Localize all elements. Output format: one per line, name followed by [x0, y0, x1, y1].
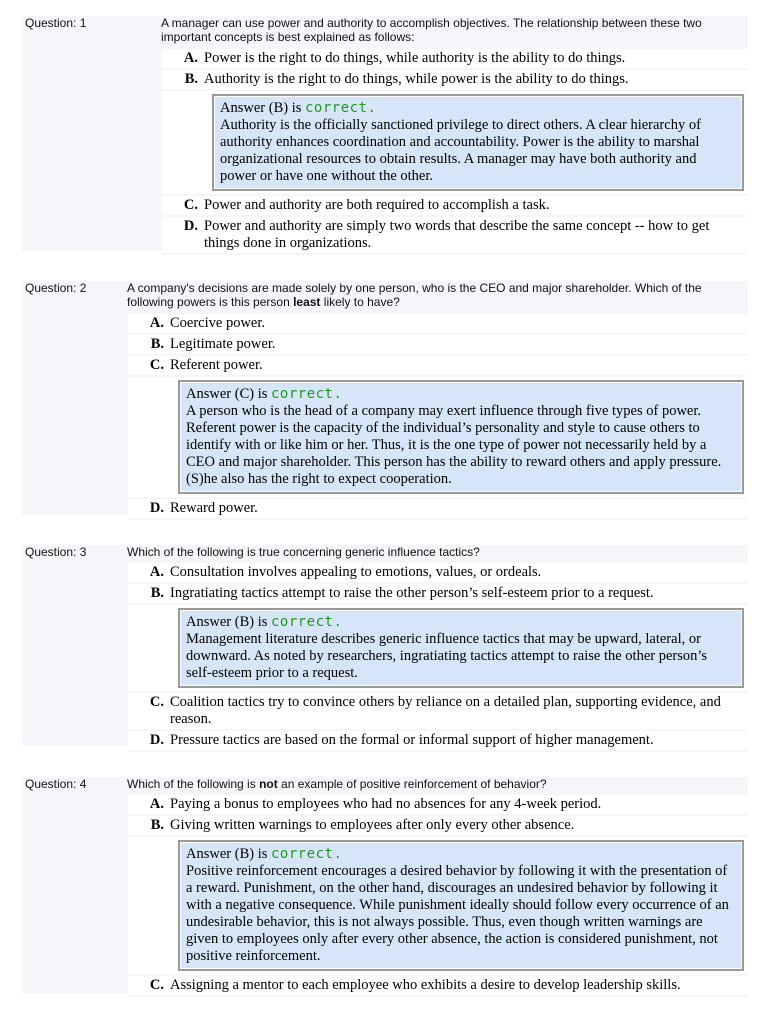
- answer-feedback: Answer (B) is correct. Authority is the officially sanctioned privilege to direct others. A clear hierarchy of authority enhances coordination and accountability. Power is the ability to marshal organizational resources to obtain results. A manager may have both authority and power or have one without the other.: [212, 94, 744, 191]
- question-3: [22, 545, 748, 746]
- answer-explanation: Authority is the officially sanctioned privilege to direct others. A clear hierarchy of authority enhances coordination and accountability. Power is the ability to marshal organizational resources to obtain results. A manager may have both authority and power or have one without the other.: [220, 117, 701, 184]
- option-letter: A.: [149, 564, 164, 580]
- option-c[interactable]: [128, 976, 748, 997]
- answer-prefix: Answer: [220, 100, 266, 116]
- option-text: Power and authority are both required to accomplish a task.: [204, 197, 550, 213]
- option-text: Assigning a mentor to each employee who exhibits a desire to develop leadership skills.: [170, 977, 681, 993]
- option-a[interactable]: [162, 49, 748, 70]
- option-c[interactable]: [162, 196, 748, 217]
- option-text: Coalition tactics try to convince others by reliance on a detailed plan, supporting evidence, and reason.: [170, 694, 721, 727]
- option-b[interactable]: [162, 70, 748, 91]
- option-text: Power and authority are simply two words that describe the same concept -- how to get things done in organizations.: [204, 218, 710, 251]
- answer-prefix: Answer: [186, 614, 232, 630]
- option-letter: D.: [183, 218, 198, 234]
- option-c[interactable]: [128, 693, 748, 731]
- option-letter: B.: [150, 817, 164, 833]
- option-text: Consultation involves appealing to emotions, values, or ordeals.: [170, 564, 542, 580]
- correct-status: correct: [270, 386, 334, 402]
- option-text: Pressure tactics are based on the formal or informal support of higher management.: [170, 732, 654, 748]
- option-text: Paying a bonus to employees who had no absences for any 4-week period.: [170, 796, 602, 812]
- answer-explanation: Positive reinforcement encourages a desired behavior by following it with the presentation of a reward. Punishment, on the other hand, discourages an undesired behavior by following it with a negative consequence. While punishment ideally should follow every occurrence of an undesirable behavior, this is not always possible. Thus, even though written warnings are given to employees only after every other absence, the action is considered punishment, not positive reinforcement.: [186, 863, 729, 964]
- answer-choice: (C) is: [234, 386, 268, 402]
- option-a[interactable]: [128, 563, 748, 584]
- answer-explanation: Management literature describes generic influence tactics that may be upward, lateral, or downward. As noted by researchers, ingratiating tactics attempt to raise the other person’s self-esteem prior to a request.: [186, 631, 708, 681]
- option-a[interactable]: [128, 314, 748, 335]
- option-letter: A.: [183, 50, 198, 66]
- option-letter: D.: [149, 500, 164, 516]
- answer-row: [128, 837, 748, 976]
- answer-choice: (B) is: [268, 100, 302, 116]
- option-text: Referent power.: [170, 357, 263, 373]
- question-label: Question: 2: [25, 281, 87, 295]
- option-letter: D.: [149, 732, 164, 748]
- option-text: Coercive power.: [170, 315, 266, 331]
- option-text: Authority is the right to do things, while power is the ability to do things.: [204, 71, 629, 87]
- question-stem: Which of the following is not an example of positive reinforcement of behavior?: [127, 777, 547, 791]
- option-d[interactable]: [162, 217, 748, 255]
- option-letter: B.: [150, 585, 164, 601]
- option-text: Power is the right to do things, while authority is the ability to do things.: [204, 50, 626, 66]
- option-d[interactable]: [128, 731, 748, 752]
- option-letter: C.: [149, 694, 164, 710]
- question-2: [22, 281, 748, 515]
- correct-status: correct: [270, 846, 334, 862]
- question-label: Question: 3: [25, 545, 87, 559]
- question-4: [22, 777, 748, 993]
- option-b[interactable]: [128, 584, 748, 605]
- answer-feedback: Answer (B) is correct. Management literature describes generic influence tactics that may be upward, lateral, or downward. As noted by researchers, ingratiating tactics attempt to raise the other person’s self-esteem prior to a request.: [178, 608, 744, 688]
- answer-row: [128, 377, 748, 499]
- option-letter: B.: [184, 71, 198, 87]
- answer-explanation: A person who is the head of a company may exert influence through five types of power. Referent power is the capacity of the individual’s personality and style to cause others to identify with or like him or her. Thus, it is the one type of power not necessarily held by a CEO and major shareholder. This person has the ability to reward others and apply pressure. (S)he also has the right to expect cooperation.: [186, 403, 722, 487]
- option-a[interactable]: [128, 795, 748, 816]
- options-list: [128, 795, 748, 997]
- question-label: Question: 1: [25, 16, 87, 30]
- option-letter: C.: [149, 977, 164, 993]
- answer-choice: (B) is: [234, 614, 268, 630]
- answer-prefix: Answer: [186, 386, 232, 402]
- option-b[interactable]: [128, 816, 748, 837]
- answer-row: [162, 91, 748, 196]
- option-text: Giving written warnings to employees after only every other absence.: [170, 817, 575, 833]
- question-stem: A manager can use power and authority to accomplish objectives. The relationship between these two important concepts is best explained as follows:: [161, 16, 702, 44]
- answer-feedback: Answer (B) is correct. Positive reinforcement encourages a desired behavior by following it with the presentation of a reward. Punishment, on the other hand, discourages an undesired behavior by following it with a negative consequence. While punishment ideally should follow every occurrence of an undesirable behavior, this is not always possible. Thus, even though written warnings are given to employees only after every other absence, the action is considered punishment, not positive reinforcement.: [178, 840, 744, 971]
- correct-status: correct: [304, 100, 368, 116]
- option-text: Ingratiating tactics attempt to raise the other person’s self-esteem prior to a request.: [170, 585, 654, 601]
- options-list: [162, 49, 748, 255]
- option-letter: A.: [149, 796, 164, 812]
- question-1: [22, 16, 748, 251]
- answer-prefix: Answer: [186, 846, 232, 862]
- question-label: Question: 4: [25, 777, 87, 791]
- question-stem: A company's decisions are made solely by one person, who is the CEO and major shareholder. Which of the following powers is this person least likely to have?: [127, 281, 702, 309]
- option-letter: C.: [183, 197, 198, 213]
- answer-row: [128, 605, 748, 693]
- options-list: [128, 563, 748, 752]
- option-text: Reward power.: [170, 500, 258, 516]
- options-list: [128, 314, 748, 520]
- option-b[interactable]: [128, 335, 748, 356]
- correct-status: correct: [270, 614, 334, 630]
- option-letter: B.: [150, 336, 164, 352]
- option-d[interactable]: [128, 499, 748, 520]
- option-letter: C.: [149, 357, 164, 373]
- option-c[interactable]: [128, 356, 748, 377]
- question-stem: Which of the following is true concerning generic influence tactics?: [127, 545, 480, 559]
- answer-choice: (B) is: [234, 846, 268, 862]
- option-text: Legitimate power.: [170, 336, 276, 352]
- option-letter: A.: [149, 315, 164, 331]
- answer-feedback: Answer (C) is correct. A person who is the head of a company may exert influence through five types of power. Referent power is the capacity of the individual’s personality and style to cause others to identify with or like him or her. Thus, it is the one type of power not necessarily held by a CEO and major shareholder. This person has the ability to reward others and apply pressure. (S)he also has the right to expect cooperation.: [178, 380, 744, 494]
